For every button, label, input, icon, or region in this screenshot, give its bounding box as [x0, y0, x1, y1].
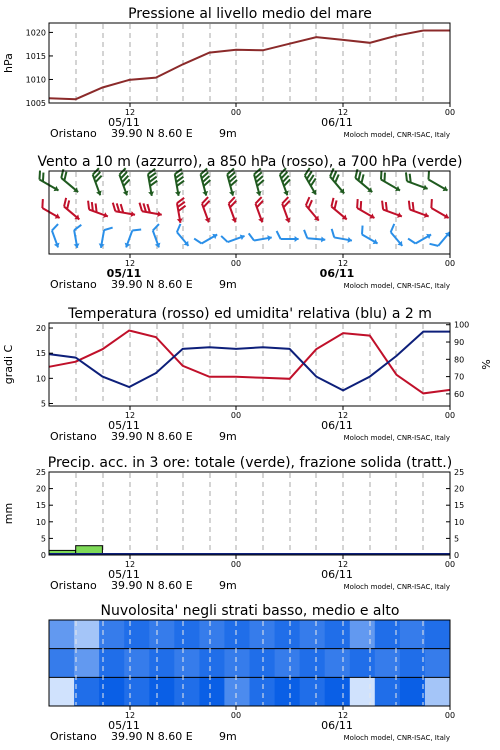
wind-barb [194, 228, 219, 249]
wind-barb [352, 199, 378, 221]
barb-feather [73, 225, 82, 230]
y-tick-label: 5 [40, 534, 46, 544]
x-tick-label: 12 [337, 711, 349, 720]
barb-arrowhead [426, 232, 432, 239]
barb-arrowhead [444, 213, 450, 220]
barb-arrowhead [443, 186, 449, 193]
cloud-cell [275, 649, 301, 678]
cloud-cell [49, 649, 75, 678]
cloud-cell [375, 649, 401, 678]
date-label: 06/11 [321, 116, 353, 129]
wind-barb [276, 168, 295, 196]
cloud-cell [174, 620, 200, 649]
wind-chart [35, 154, 463, 291]
cloud-cell [174, 649, 200, 678]
x-tick-label: 00 [230, 259, 242, 268]
barb-arrowhead [55, 213, 61, 220]
cloud-cell [74, 649, 100, 678]
x-tick-label: 12 [337, 108, 349, 117]
x-tick-label: 00 [230, 411, 242, 420]
wind-barb [430, 227, 453, 251]
pressure-chart [2, 6, 455, 140]
cloud-cover-chart [49, 603, 455, 743]
wind-barb [249, 230, 273, 245]
wind-barb [330, 229, 354, 244]
barb-feather [359, 226, 366, 235]
wind-barb [250, 168, 267, 196]
wind-barb [115, 168, 134, 196]
cloud-cell [425, 677, 451, 706]
wind-barb [149, 224, 167, 248]
location-name: Oristano [50, 430, 97, 443]
panel-title: Precip. acc. in 3 ore: totale (verde), frazione solida (tratt.) [47, 455, 453, 471]
wind-barb [56, 169, 83, 194]
wind-barb [198, 197, 217, 223]
cloud-cell [275, 620, 301, 649]
x-tick-label: 00 [230, 560, 242, 569]
barb-feather [174, 224, 183, 232]
y-right-tick-label: 80 [454, 355, 465, 365]
x-tick-label: 00 [444, 711, 456, 720]
cloud-cell [250, 649, 276, 678]
wind-barb [386, 224, 409, 248]
x-tick-label: 12 [124, 711, 136, 720]
barb-feather [408, 237, 415, 246]
x-tick-label: 00 [444, 108, 456, 117]
model-credit: Moloch model, CNR-ISAC, Italy [343, 434, 450, 442]
wind-barb [221, 228, 245, 246]
location-coords: 39.90 N 8.60 E [111, 579, 193, 592]
date-label: 05/11 [108, 116, 140, 129]
barb-arrowhead [295, 236, 299, 242]
cloud-cell [350, 677, 376, 706]
x-tick-label: 12 [337, 560, 349, 569]
y-right-tick-label: 100 [454, 320, 470, 330]
barb-feather [221, 235, 227, 244]
y-axis-label: gradi C [2, 344, 15, 385]
wind-barb [111, 203, 137, 218]
wind-barb [426, 199, 452, 221]
y-tick-label: 15 [35, 501, 46, 511]
y-tick-label: 25 [35, 468, 46, 477]
x-tick-label: 00 [230, 711, 242, 720]
cloud-cell [174, 677, 200, 706]
wind-barb [303, 230, 326, 243]
date-label: 06/11 [321, 719, 353, 732]
wind-barb [424, 171, 452, 194]
barb-feather [428, 199, 435, 208]
barb-feather [403, 172, 409, 181]
cloud-cell [124, 677, 150, 706]
barb-feather [303, 230, 308, 238]
barb-arrowhead [373, 239, 379, 246]
date-label: 06/11 [321, 419, 353, 432]
x-tick-label: 00 [444, 411, 456, 420]
y-right-tick-label: 20 [454, 484, 465, 494]
y-right-tick-label: 90 [454, 338, 465, 348]
x-tick-label: 00 [444, 259, 456, 268]
y-right-tick-label: 10 [454, 517, 465, 527]
cloud-cell [124, 620, 150, 649]
model-credit: Moloch model, CNR-ISAC, Italy [343, 131, 450, 139]
barb-feather [51, 224, 60, 230]
cloud-cell [99, 649, 125, 678]
panel-title: Nuvolosita' negli strati basso, medio e alto [100, 603, 400, 619]
wind-barb [173, 198, 188, 224]
y-tick-label: 1020 [25, 28, 46, 38]
x-tick-label: 12 [124, 411, 136, 420]
y-axis-label: hPa [2, 53, 15, 73]
cloud-cell [250, 620, 276, 649]
location-coords: 39.90 N 8.60 E [111, 127, 193, 140]
wind-barb [98, 226, 113, 250]
cloud-cell [350, 620, 376, 649]
y-tick-label: 15 [35, 349, 46, 359]
y-tick-label: 5 [40, 399, 46, 409]
location-elevation: 9m [219, 730, 237, 743]
cloud-cell [74, 677, 100, 706]
cloud-cell [375, 677, 401, 706]
cloud-cell [425, 620, 451, 649]
x-tick-label: 12 [124, 259, 136, 268]
wind-barb [89, 168, 108, 196]
wind-barb [350, 169, 377, 194]
wind-barb [48, 224, 66, 248]
y-axis-label: mm [2, 502, 15, 525]
y-tick-label: 1005 [25, 99, 46, 108]
cloud-cell [350, 649, 376, 678]
location-coords: 39.90 N 8.60 E [111, 730, 193, 743]
cloud-cell [250, 677, 276, 706]
location-elevation: 9m [219, 127, 237, 140]
x-tick-label: 00 [444, 560, 456, 569]
wind-barb [376, 171, 404, 194]
barb-arrowhead [321, 236, 326, 242]
wind-barb [405, 201, 431, 220]
barb-feather [406, 201, 412, 210]
x-tick-label: 12 [124, 108, 136, 117]
cloud-cell [149, 620, 175, 649]
cloud-cell [325, 620, 351, 649]
humidity-line [49, 332, 450, 391]
precipitation-chart [2, 455, 464, 592]
wind-barb [37, 199, 63, 221]
location-elevation: 9m [219, 579, 237, 592]
wind-barb [278, 197, 297, 223]
cloud-cell [224, 677, 250, 706]
x-tick-label: 12 [337, 259, 349, 268]
cloud-cell [199, 677, 225, 706]
barb-feather [379, 201, 385, 210]
cloud-cell [199, 649, 225, 678]
cloud-cell [99, 677, 125, 706]
wind-barb [300, 168, 323, 196]
plot-frame [49, 472, 450, 555]
location-elevation: 9m [219, 430, 237, 443]
cloud-cell [300, 620, 326, 649]
wind-barb [402, 172, 430, 191]
cloud-cell [425, 649, 451, 678]
barb-feather [249, 233, 254, 242]
cloud-cell [49, 677, 75, 706]
x-tick-label: 00 [230, 108, 242, 117]
barb-feather [277, 231, 281, 239]
y-tick-label: 1015 [25, 51, 46, 61]
cloud-cell [325, 677, 351, 706]
cloud-cell [375, 620, 401, 649]
wind-barb [70, 225, 85, 249]
barb-feather [132, 227, 141, 233]
panel-title: Pressione al livello medio del mare [128, 6, 372, 22]
wind-barb [325, 168, 350, 195]
cloud-cell [400, 649, 426, 678]
location-coords: 39.90 N 8.60 E [111, 430, 193, 443]
location-name: Oristano [50, 579, 97, 592]
y-right-tick-label: 60 [454, 389, 465, 399]
y-tick-label: 0 [40, 551, 46, 560]
barb-feather [425, 171, 432, 180]
location-elevation: 9m [219, 278, 237, 291]
barb-arrowhead [311, 190, 318, 196]
y-right-tick-label: 5 [454, 534, 460, 544]
y-tick-label: 1010 [25, 75, 46, 85]
date-label: 05/11 [108, 719, 140, 732]
y-right-tick-label: 15 [454, 501, 465, 511]
y-right-tick-label: 0 [454, 551, 460, 560]
date-label: 05/11 [108, 568, 140, 581]
wind-barb [197, 168, 214, 196]
wind-barb [59, 198, 84, 222]
barb-feather [85, 201, 91, 210]
cloud-cell [149, 649, 175, 678]
barb-feather [330, 229, 335, 238]
cloud-cell [199, 620, 225, 649]
y-tick-label: 10 [35, 517, 46, 527]
model-credit: Moloch model, CNR-ISAC, Italy [343, 282, 450, 290]
cloud-cell [400, 677, 426, 706]
date-label: 06/11 [319, 267, 355, 280]
model-credit: Moloch model, CNR-ISAC, Italy [343, 734, 450, 742]
x-tick-label: 12 [337, 411, 349, 420]
location-name: Oristano [50, 278, 97, 291]
cloud-cell [224, 620, 250, 649]
y-tick-label: 20 [35, 324, 46, 334]
wind-barb [301, 197, 325, 222]
y-axis-label: % [480, 359, 493, 370]
wind-barb [251, 197, 270, 223]
panel-title: Vento a 10 m (azzurro), a 850 hPa (rosso), a 700 hPa (verde) [37, 154, 463, 170]
date-label: 05/11 [108, 419, 140, 432]
date-label: 05/11 [106, 267, 142, 280]
cloud-cell [400, 620, 426, 649]
cloud-cell [49, 620, 75, 649]
cloud-cell [325, 649, 351, 678]
cloud-cell [300, 649, 326, 678]
wind-barb [123, 226, 141, 250]
cloud-cell [224, 649, 250, 678]
wind-barb [224, 197, 243, 223]
wind-barb [223, 168, 240, 196]
location-name: Oristano [50, 127, 97, 140]
plot-frame [49, 23, 450, 103]
cloud-cell [275, 677, 301, 706]
y-right-tick-label: 70 [454, 372, 465, 382]
temperature-humidity-chart [2, 306, 493, 443]
barb-feather [104, 226, 113, 231]
barb-feather [194, 237, 201, 246]
y-tick-label: 10 [35, 374, 46, 384]
panel-title: Temperatura (rosso) ed umidita' relativa (blu) a 2 m [68, 306, 432, 322]
location-name: Oristano [50, 730, 97, 743]
cloud-cell [300, 677, 326, 706]
cloud-cell [74, 620, 100, 649]
model-credit: Moloch model, CNR-ISAC, Italy [343, 583, 450, 591]
pressure-line [49, 31, 450, 100]
wind-barb [171, 169, 186, 197]
wind-barb [138, 203, 164, 218]
barb-arrowhead [54, 186, 60, 193]
wind-barb [408, 228, 433, 249]
barb-feather [430, 241, 439, 249]
cloud-cell [124, 649, 150, 678]
y-right-tick-label: 25 [454, 468, 465, 477]
wind-barb [357, 226, 382, 247]
barb-arrowhead [212, 232, 218, 239]
wind-barb [326, 198, 351, 222]
location-coords: 39.90 N 8.60 E [111, 278, 193, 291]
y-tick-label: 20 [35, 484, 46, 494]
wind-barb [378, 201, 404, 220]
barb-feather [39, 199, 46, 208]
wind-barb [277, 231, 299, 242]
cloud-cell [149, 677, 175, 706]
x-tick-label: 12 [124, 560, 136, 569]
date-label: 06/11 [321, 568, 353, 581]
wind-barb [84, 201, 110, 220]
barb-feather [151, 224, 160, 230]
